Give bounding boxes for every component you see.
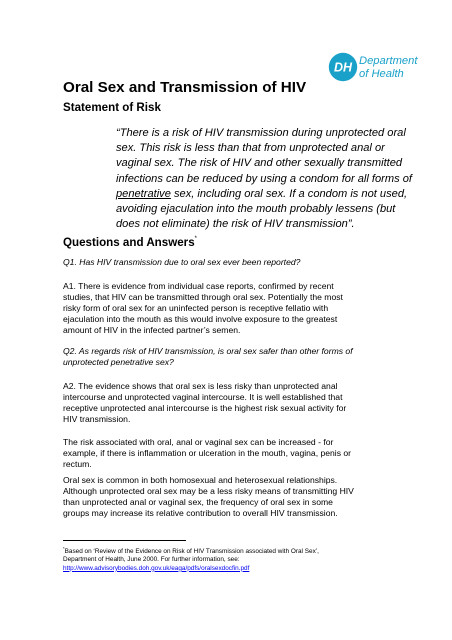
logo-text: [359, 55, 417, 80]
footnote-line: [63, 565, 393, 573]
quote-line: vaginal sex. The risk of HIV and other sexually transmitted: [116, 157, 403, 170]
logo-line-2: of Health: [359, 67, 404, 80]
footnote-marker: *: [63, 546, 65, 551]
logo-mark: DH: [333, 60, 353, 75]
answer-line: risky form of oral sex for an uninfected person is receptive fellatio with: [63, 303, 329, 314]
department-of-health-logo: [328, 52, 420, 86]
answer-line: A2. The evidence shows that oral sex is less risky than unprotected anal: [63, 381, 338, 391]
paragraph-line: The risk associated with oral, anal or vaginal sex can be increased - for: [63, 437, 334, 447]
oral-sex-paragraph: [63, 475, 393, 519]
answer-line: A1. There is evidence from individual case reports, confirmed by recent: [63, 281, 334, 291]
quote-line: [116, 187, 446, 202]
footnote-link[interactable]: http://www.advisorybodies.doh.gov.uk/eaga/pdfs/oralsexdocfin.pdf: [63, 564, 250, 572]
paragraph-line: rectum.: [63, 459, 92, 470]
quote-line: “There is a risk of HIV transmission during unprotected oral: [116, 127, 406, 139]
question-line: unprotected penetrative sex?: [63, 357, 174, 368]
footnote-divider: [63, 540, 186, 541]
paragraph-line: than unprotected anal or vaginal sex, the frequency of oral sex in some: [63, 497, 333, 508]
footnote-reference[interactable]: *: [194, 236, 197, 243]
question-line: Q1. Has HIV transmission due to oral sex ever been reported?: [63, 257, 301, 267]
footnote: [63, 545, 393, 573]
paragraph-line: groups may increase its relative contribution to overall HIV transmission.: [63, 508, 338, 519]
question-2: [63, 346, 393, 368]
quote-line: infections can be reduced by using a condom for all forms of: [116, 172, 412, 185]
statement-quote: [116, 126, 446, 232]
qa-heading: [63, 236, 197, 249]
question-1: [63, 257, 393, 268]
answer-line: ejaculation into the mouth as this would involve exposure to the greatest: [63, 314, 338, 325]
question-line: Q2. As regards risk of HIV transmission, is oral sex safer than other forms of: [63, 346, 353, 356]
answer-1: [63, 281, 393, 336]
risk-paragraph: [63, 437, 393, 470]
penetrative-underlined: penetrative: [116, 187, 171, 200]
dh-logo-icon: [328, 52, 358, 82]
answer-line: HIV transmission.: [63, 414, 131, 425]
statement-heading: Statement of Risk: [63, 101, 161, 114]
answer-line: amount of HIV in the infected partner’s semen.: [63, 325, 241, 336]
footnote-text-1: Based on ‘Review of the Evidence on Risk of HIV Transmission associated with Oral Sex’,: [64, 548, 319, 556]
quote-line-rest: sex, including oral sex. If a condom is not used,: [170, 187, 408, 200]
answer-line: receptive unprotected anal intercourse is the highest risk sexual activity for: [63, 403, 347, 414]
footnote-line: [63, 545, 393, 556]
answer-2: [63, 381, 393, 425]
qa-heading-text: Questions and Answers: [63, 236, 195, 249]
quote-line: sex. This risk is less than that from unprotected anal or: [116, 142, 385, 155]
answer-line: intercourse and unprotected vaginal intercourse. It is well established that: [63, 392, 343, 403]
footnote-line: Department of Health, June 2000. For further information, see:: [63, 556, 240, 564]
paragraph-line: example, if there is inflammation or ulceration in the mouth, vagina, penis or: [63, 448, 352, 459]
paragraph-line: Oral sex is common in both homosexual and heterosexual relationships.: [63, 475, 338, 485]
quote-line: avoiding ejaculation into the mouth probably lessens (but: [116, 203, 396, 216]
paragraph-line: Although unprotected oral sex may be a less risky means of transmitting HIV: [63, 486, 354, 497]
answer-line: studies, that HIV can be transmitted through oral sex. Potentially the most: [63, 292, 343, 303]
quote-line: does not eliminate) the risk of HIV transmission”.: [116, 218, 355, 231]
page-title: Oral Sex and Transmission of HIV: [63, 79, 307, 96]
logo-line-1: Department: [359, 55, 418, 67]
